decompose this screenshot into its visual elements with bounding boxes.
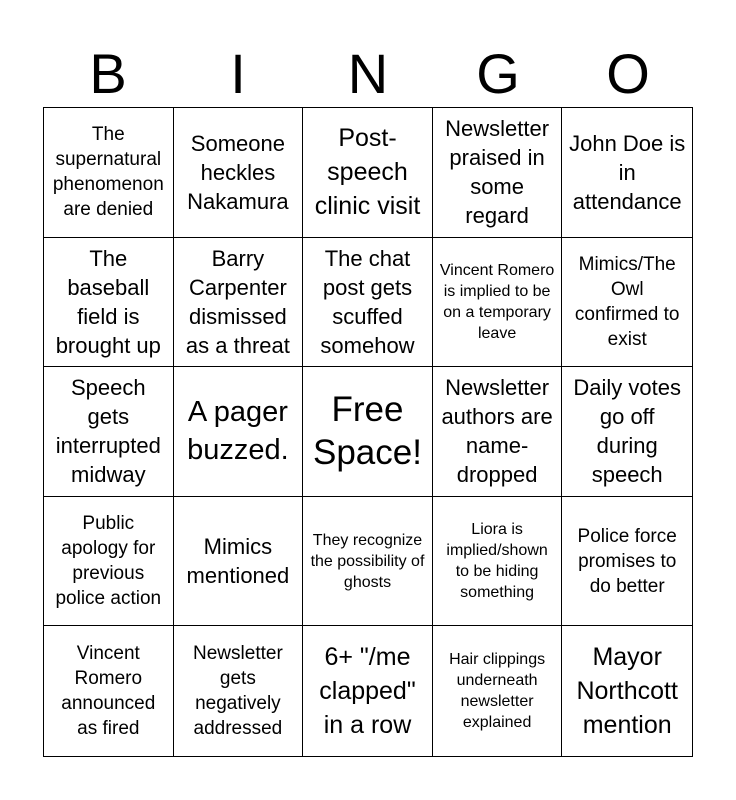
bingo-board — [43, 107, 693, 757]
cell-text: John Doe is in attendance — [569, 130, 686, 214]
bingo-header — [43, 40, 693, 108]
cell-text: Free Space! — [313, 390, 422, 473]
header-letter-b: B — [89, 42, 127, 105]
bingo-cell[interactable] — [562, 108, 692, 238]
bingo-cell[interactable] — [303, 497, 433, 627]
cell-text: Newsletter gets negatively addressed — [193, 643, 283, 740]
bingo-cell[interactable] — [174, 497, 304, 627]
bingo-cell[interactable] — [303, 238, 433, 368]
bingo-cell[interactable] — [562, 367, 692, 497]
bingo-cell[interactable] — [303, 108, 433, 238]
header-letter-g: G — [476, 42, 520, 105]
cell-text: 6+ "/me clapped" in a row — [319, 643, 416, 740]
bingo-cell[interactable] — [433, 238, 563, 368]
bingo-cell[interactable] — [562, 626, 692, 756]
cell-text: Daily votes go off during speech — [573, 375, 681, 488]
bingo-cell[interactable] — [433, 367, 563, 497]
header-letter-o: O — [606, 42, 650, 105]
cell-text: They recognize the possibility of ghosts — [310, 531, 425, 591]
bingo-cell[interactable] — [44, 626, 174, 756]
cell-text: Mayor Northcott mention — [576, 643, 678, 740]
cell-text: Mimics/The Owl confirmed to exist — [574, 253, 680, 350]
bingo-cell[interactable] — [433, 497, 563, 627]
cell-text: Newsletter praised in some regard — [445, 116, 550, 229]
free-space-cell[interactable] — [303, 367, 433, 497]
bingo-cell[interactable] — [44, 497, 174, 627]
cell-text: Newsletter authors are name-dropped — [441, 375, 553, 488]
bingo-cell[interactable] — [44, 367, 174, 497]
bingo-cell[interactable] — [562, 497, 692, 627]
cell-text: Public apology for previous police action — [55, 513, 162, 610]
cell-text: Vincent Romero announced as fired — [61, 643, 156, 740]
cell-text: The supernatural phenomenon are denied — [52, 124, 164, 221]
cell-text: Post-speech clinic visit — [314, 124, 421, 221]
bingo-cell[interactable] — [433, 626, 563, 756]
cell-text: Police force promises to do better — [577, 525, 677, 597]
bingo-cell[interactable] — [174, 626, 304, 756]
bingo-cell[interactable] — [44, 238, 174, 368]
bingo-cell[interactable] — [562, 238, 692, 368]
cell-text: Liora is implied/shown to be hiding something — [446, 521, 548, 602]
cell-text: Mimics mentioned — [186, 534, 290, 589]
header-letter-n: N — [347, 42, 389, 105]
bingo-cell[interactable] — [303, 626, 433, 756]
bingo-cell[interactable] — [174, 238, 304, 368]
cell-text: Barry Carpenter dismissed as a threat — [185, 245, 290, 358]
cell-text: The chat post gets scuffed somehow — [320, 245, 415, 358]
cell-text: The baseball field is brought up — [55, 245, 161, 358]
header-letter-i: I — [230, 42, 246, 105]
bingo-cell[interactable] — [174, 108, 304, 238]
bingo-cell[interactable] — [174, 367, 304, 497]
cell-text: Speech gets interrupted midway — [55, 375, 161, 488]
cell-text: Vincent Romero is implied to be on a temporary leave — [439, 261, 555, 342]
cell-text: A pager buzzed. — [187, 396, 289, 467]
bingo-cell[interactable] — [44, 108, 174, 238]
bingo-cell[interactable] — [433, 108, 563, 238]
cell-text: Someone heckles Nakamura — [187, 130, 289, 214]
cell-text: Hair clippings underneath newsletter explained — [449, 651, 546, 732]
